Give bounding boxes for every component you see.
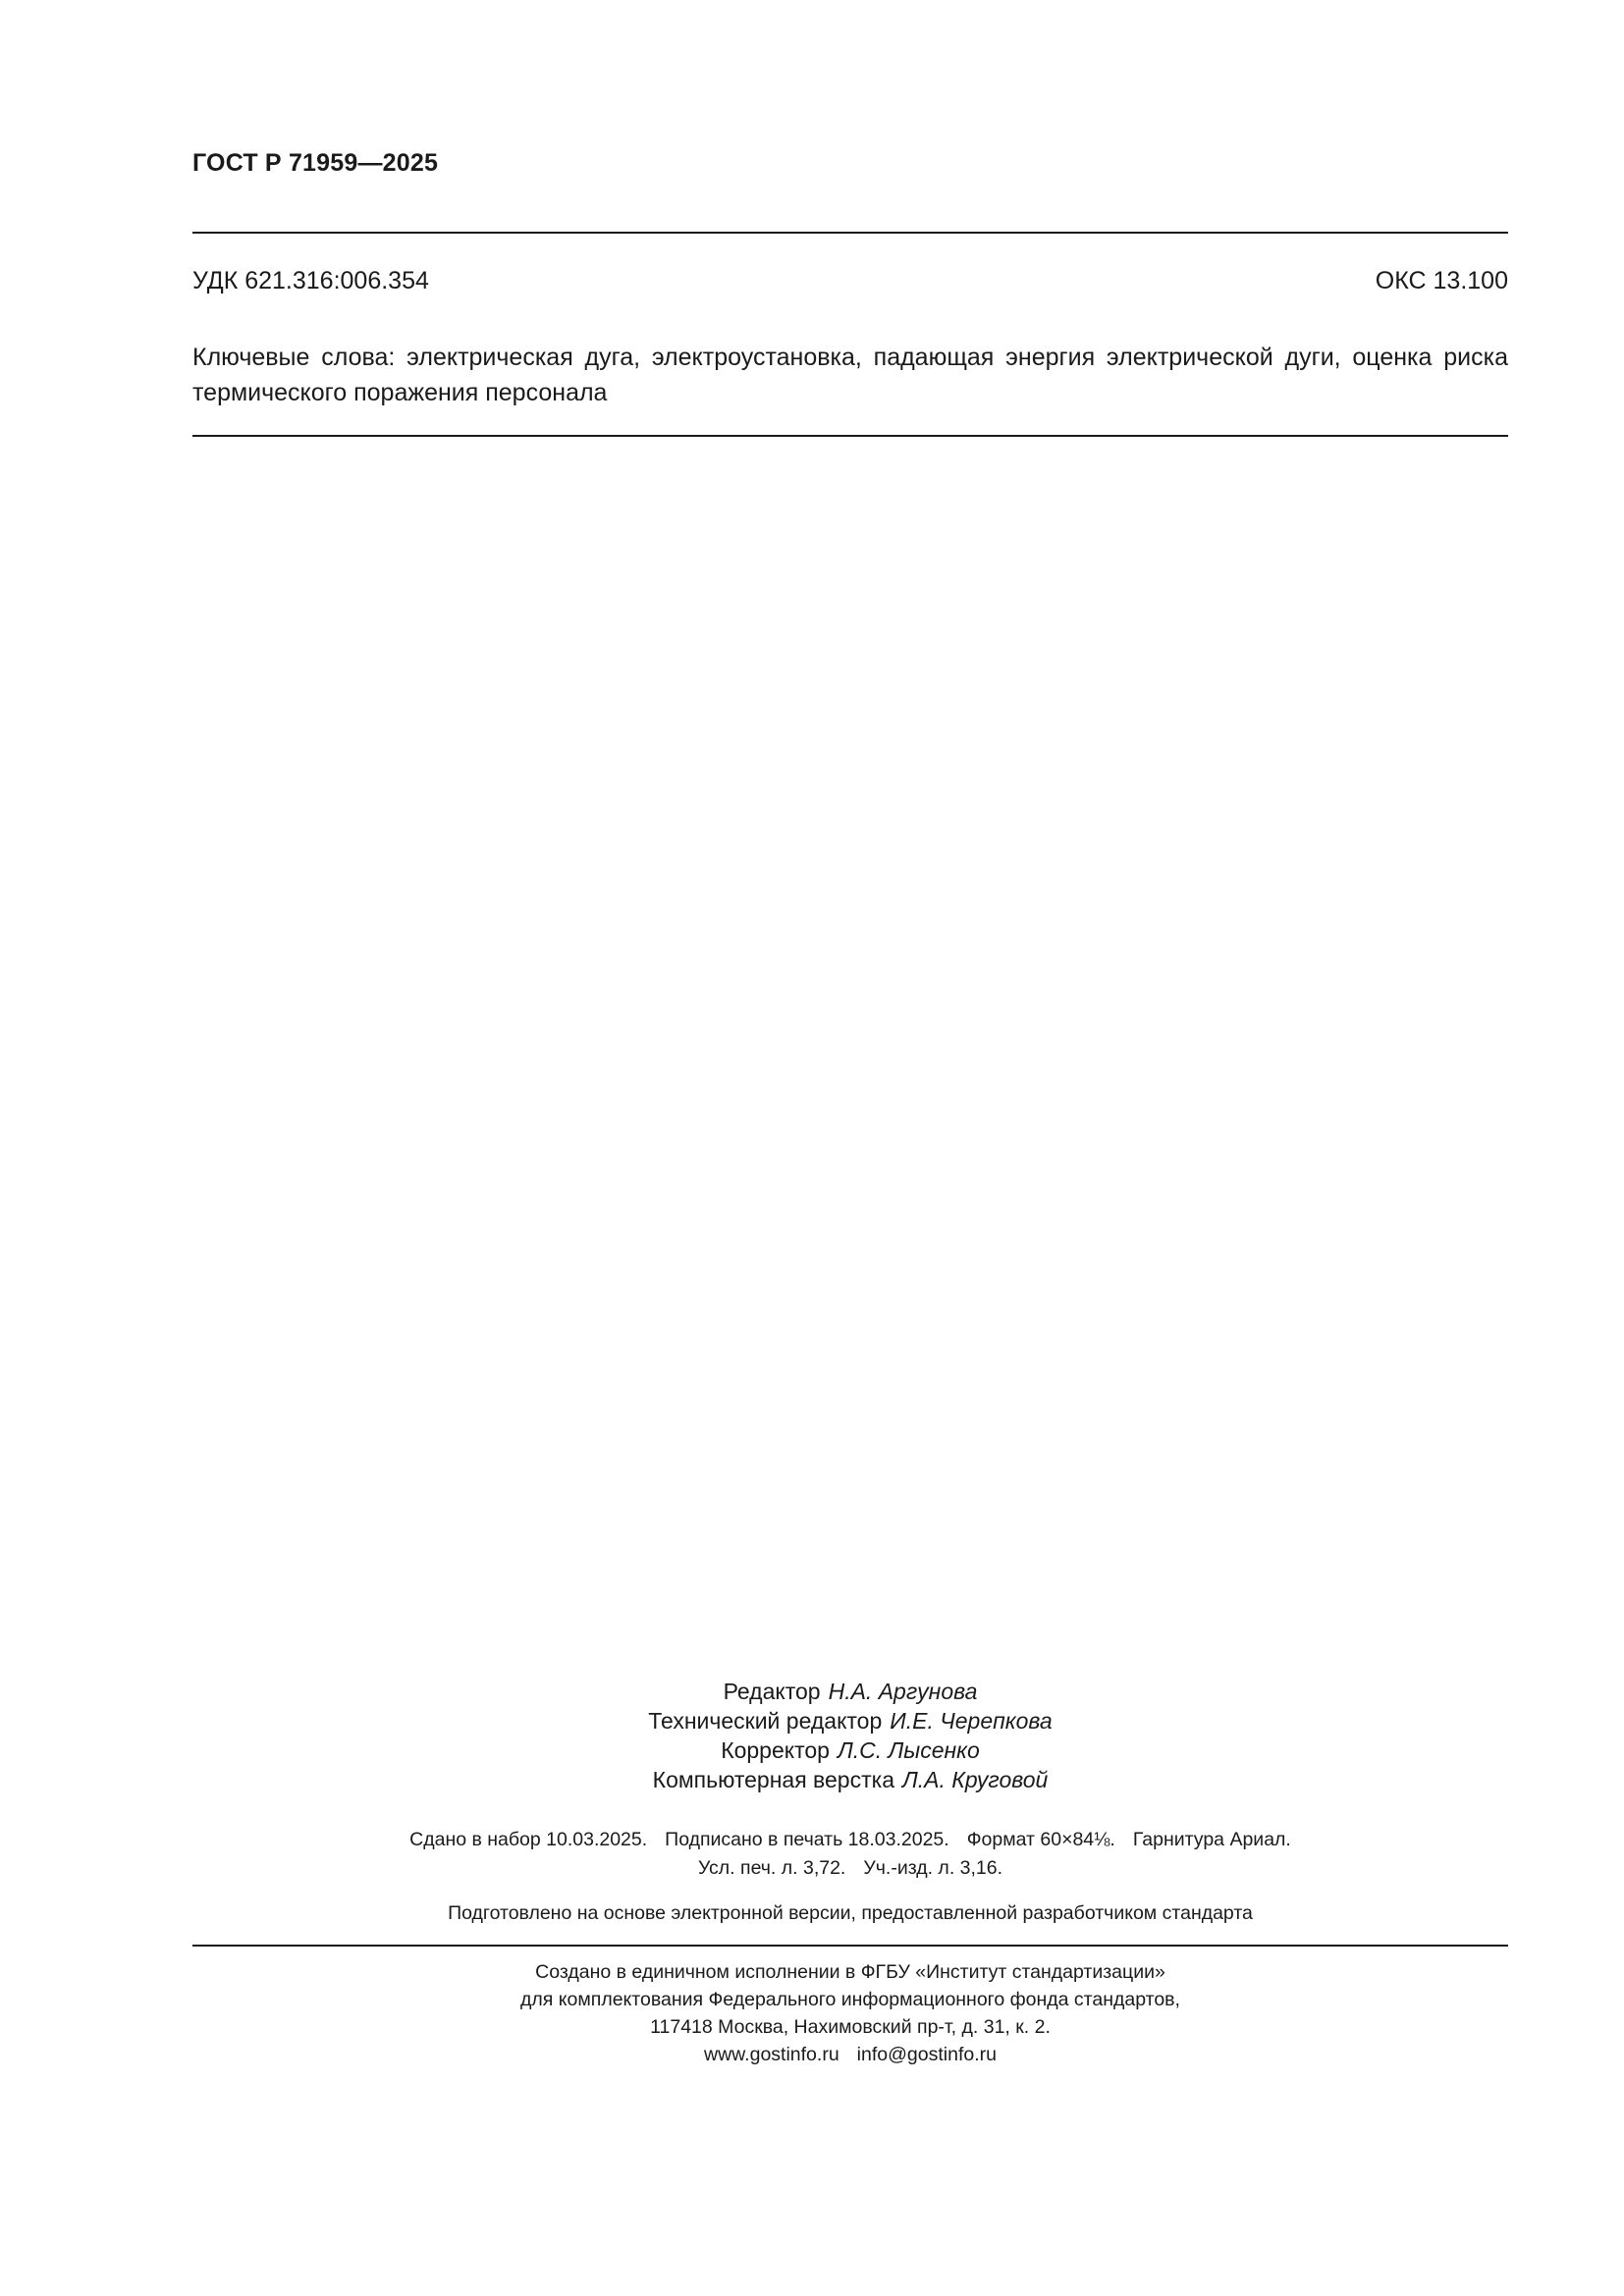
email-link[interactable]: info@gostinfo.ru bbox=[856, 2044, 997, 2065]
paper-format: Формат 60×84⅛. bbox=[966, 1829, 1115, 1850]
printed-sheets: Усл. печ. л. 3,72. bbox=[697, 1857, 846, 1879]
signed-date: Подписано в печать 18.03.2025. bbox=[665, 1829, 949, 1850]
keywords-paragraph: Ключевые слова: электрическая дуга, электроустановка, падающая энергия электрической дуги, оценка риска термического поражения персонала bbox=[192, 344, 1508, 406]
imprint-block bbox=[192, 1958, 1508, 2068]
credit-role: Технический редактор bbox=[648, 1708, 883, 1734]
credit-person: Н.А. Аргунова bbox=[828, 1679, 978, 1704]
website-link[interactable]: www.gostinfo.ru bbox=[704, 2044, 839, 2065]
imprint-line-2: для комплектования Федерального информационного фонда стандартов, bbox=[520, 1989, 1180, 2010]
credit-role: Компьютерная верстка bbox=[652, 1767, 894, 1792]
prepared-note: Подготовлено на основе электронной версии, предоставленной разработчиком стандарта bbox=[448, 1902, 1253, 1924]
credits-block bbox=[192, 1677, 1508, 1794]
typeface: Гарнитура Ариал. bbox=[1132, 1829, 1291, 1850]
imprint-divider bbox=[192, 1945, 1508, 1947]
credit-person: Л.А. Круговой bbox=[902, 1767, 1049, 1792]
credit-role: Корректор bbox=[721, 1737, 830, 1763]
credit-line-proofreader bbox=[192, 1735, 1508, 1765]
keywords-divider bbox=[192, 435, 1508, 437]
submitted-date: Сдано в набор 10.03.2025. bbox=[409, 1829, 648, 1850]
top-divider bbox=[192, 232, 1508, 234]
print-info-line-1 bbox=[192, 1826, 1508, 1854]
print-info-line-2 bbox=[192, 1854, 1508, 1883]
publisher-sheets: Уч.-изд. л. 3,16. bbox=[863, 1857, 1003, 1879]
credit-person: И.Е. Черепкова bbox=[890, 1708, 1053, 1734]
credit-line-editor bbox=[192, 1677, 1508, 1706]
imprint-contacts bbox=[192, 2041, 1508, 2068]
credit-line-layout bbox=[192, 1765, 1508, 1794]
imprint-address: 117418 Москва, Нахимовский пр-т, д. 31, к. 2. bbox=[650, 2016, 1051, 2038]
print-info-block bbox=[192, 1826, 1508, 1883]
oks-code: ОКС 13.100 bbox=[1375, 267, 1508, 294]
imprint-line-1: Создано в единичном исполнении в ФГБУ «Институт стандартизации» bbox=[535, 1961, 1165, 1983]
udk-code: УДК 621.316:006.354 bbox=[192, 267, 429, 294]
credit-person: Л.С. Лысенко bbox=[837, 1737, 980, 1763]
document-code: ГОСТ Р 71959—2025 bbox=[192, 149, 439, 177]
credit-role: Редактор bbox=[723, 1679, 821, 1704]
classification-row bbox=[192, 267, 1508, 295]
credit-line-technical-editor bbox=[192, 1706, 1508, 1735]
